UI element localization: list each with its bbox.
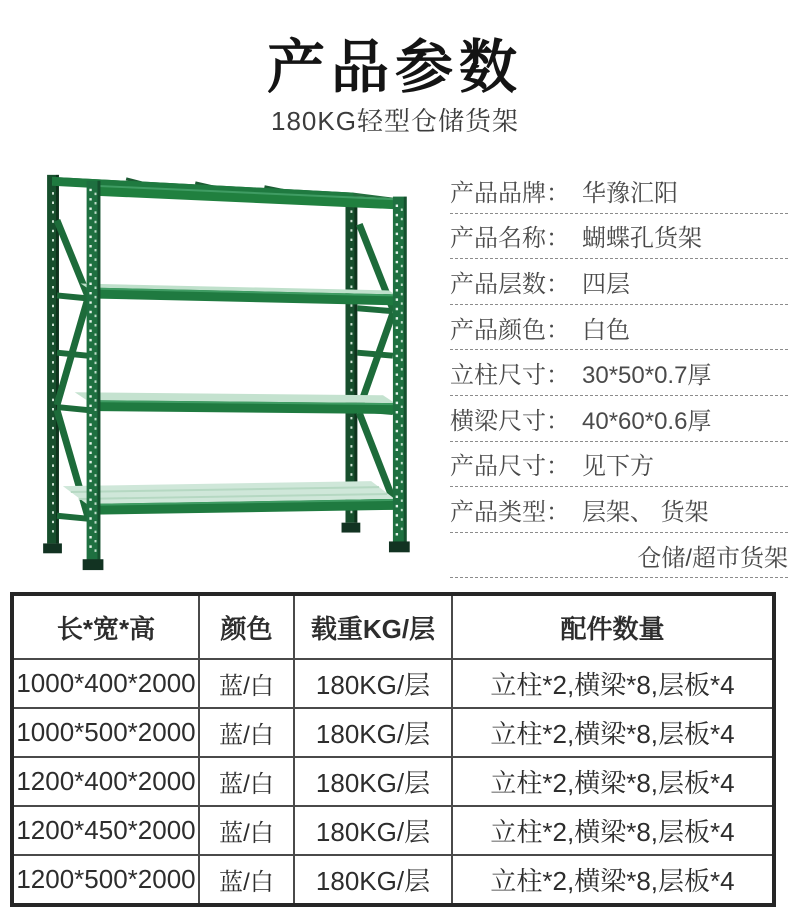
spec-label: 立柱尺寸： (450, 362, 570, 390)
cell-size: 1000*400*2000 (12, 659, 199, 708)
header-accessories: 配件数量 (452, 594, 774, 659)
cell-color: 蓝/白 (199, 806, 294, 855)
spec-label: 横梁尺寸： (450, 407, 570, 435)
page-title: 产品参数 (266, 35, 523, 100)
spec-row-name (450, 214, 788, 260)
cell-size: 1200*500*2000 (12, 855, 199, 905)
spec-row-type-extra (450, 533, 788, 579)
spec-label: 产品层数： (450, 270, 570, 298)
cell-load: 180KG/层 (294, 806, 452, 855)
spec-row-brand (450, 168, 788, 214)
spec-label: 产品类型： (450, 498, 570, 526)
cell-load: 180KG/层 (294, 757, 452, 806)
rack-top-level (52, 177, 401, 210)
spec-row-product-size (450, 442, 788, 488)
parameter-table (10, 592, 776, 907)
spec-label: 产品名称： (450, 225, 570, 253)
spec-value: 蝴蝶孔货架 (582, 225, 702, 253)
table-row (12, 659, 774, 708)
spec-value: 白色 (582, 316, 630, 344)
header-color: 颜色 (199, 594, 294, 659)
spec-label: 产品颜色： (450, 316, 570, 344)
cell-load: 180KG/层 (294, 659, 452, 708)
cell-color: 蓝/白 (199, 757, 294, 806)
header-size: 长*宽*高 (12, 594, 199, 659)
rack-level-4 (63, 481, 395, 515)
cell-color: 蓝/白 (199, 708, 294, 757)
table-header-row (12, 594, 774, 659)
table-row (12, 757, 774, 806)
spec-value: 四层 (582, 270, 630, 298)
spec-row-beam-size (450, 396, 788, 442)
table-row (12, 855, 774, 905)
cell-load: 180KG/层 (294, 708, 452, 757)
spec-list (450, 168, 788, 578)
cell-size: 1000*500*2000 (12, 708, 199, 757)
spec-label: 产品品牌： (450, 179, 570, 207)
spec-row-color (450, 305, 788, 351)
spec-row-post-size (450, 350, 788, 396)
spec-extra-value: 仓储/超市货架 (637, 544, 788, 572)
header-load: 载重KG/层 (294, 594, 452, 659)
cell-size: 1200*450*2000 (12, 806, 199, 855)
spec-value: 见下方 (582, 453, 654, 481)
product-rack-image (15, 163, 425, 578)
rack-right-braces (357, 224, 393, 500)
cell-color: 蓝/白 (199, 659, 294, 708)
rack-left-braces (57, 220, 88, 518)
page-subtitle: 180KG轻型仓储货架 (271, 106, 519, 136)
spec-row-layers (450, 259, 788, 305)
table-row (12, 806, 774, 855)
table-row (12, 708, 774, 757)
cell-load: 180KG/层 (294, 855, 452, 905)
spec-value: 30*50*0.7厚 (582, 362, 712, 390)
cell-accessories: 立柱*2,横梁*8,层板*4 (452, 757, 774, 806)
cell-accessories: 立柱*2,横梁*8,层板*4 (452, 855, 774, 905)
spec-value: 40*60*0.6厚 (582, 407, 712, 435)
cell-accessories: 立柱*2,横梁*8,层板*4 (452, 659, 774, 708)
rack-level-3 (75, 392, 395, 414)
cell-color: 蓝/白 (199, 855, 294, 905)
spec-value: 华豫汇阳 (582, 179, 678, 207)
spec-row-type (450, 487, 788, 533)
cell-size: 1200*400*2000 (12, 757, 199, 806)
rack-illustration-icon (15, 163, 425, 578)
spec-value: 层架、 货架 (582, 498, 709, 526)
cell-accessories: 立柱*2,横梁*8,层板*4 (452, 708, 774, 757)
spec-label: 产品尺寸： (450, 453, 570, 481)
cell-accessories: 立柱*2,横梁*8,层板*4 (452, 806, 774, 855)
